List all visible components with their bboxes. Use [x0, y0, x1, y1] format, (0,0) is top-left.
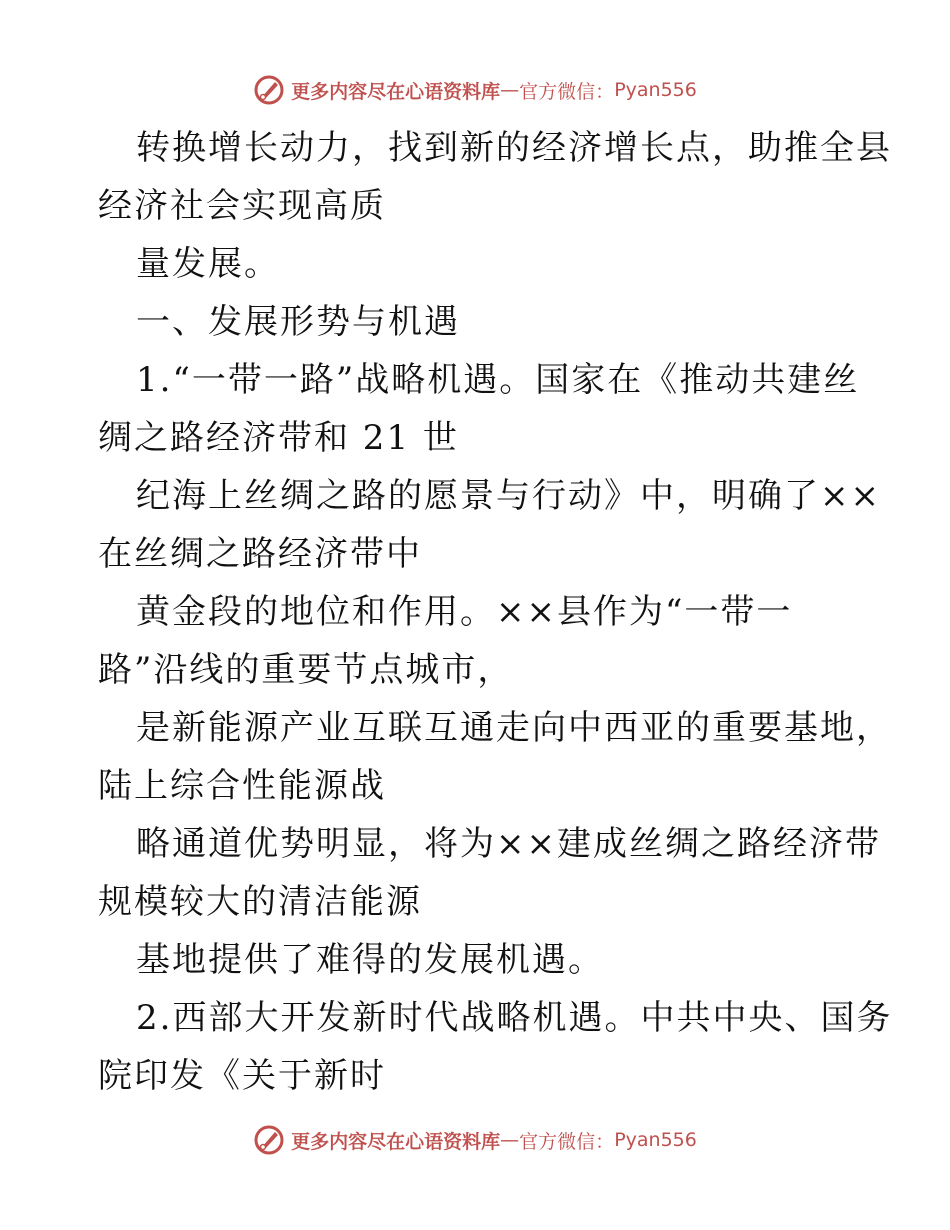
section-heading: 一、发展形势与机遇 — [136, 302, 460, 342]
text-line: 经济社会实现高质 — [98, 186, 386, 226]
text-line: 在丝绸之路经济带中 — [98, 534, 422, 574]
pen-logo-icon — [253, 1124, 285, 1156]
text-line: 陆上综合性能源战 — [98, 766, 386, 806]
watermark-main-text: 更多内容尽在心语资料库 — [291, 1130, 501, 1153]
text-line: 是新能源产业互联互通走向中西亚的重要基地， — [136, 708, 892, 748]
watermark-separator: — — [500, 79, 520, 101]
text-line: 1.“一带一路”战略机遇。国家在《推动共建丝 — [136, 360, 860, 400]
text-line: 纪海上丝绸之路的愿景与行动》中，明确了×× — [136, 476, 881, 516]
text-line: 略通道优势明显，将为××建成丝绸之路经济带 — [136, 824, 881, 864]
text-line: 2.西部大开发新时代战略机遇。中共中央、国务 — [136, 998, 893, 1038]
pen-logo-icon — [253, 74, 285, 106]
text-line: 规模较大的清洁能源 — [98, 882, 422, 922]
text-line: 绸之路经济带和 21 世 — [98, 418, 459, 458]
text-line: 路”沿线的重要节点城市， — [98, 650, 514, 690]
footer-watermark — [0, 1120, 950, 1160]
watermark-main-text: 更多内容尽在心语资料库 — [291, 80, 501, 103]
watermark-wechat-id: Pyan556 — [614, 79, 697, 101]
watermark-separator: — — [500, 1129, 520, 1151]
watermark-wechat-label: 官方微信： — [519, 1130, 615, 1153]
text-line: 院印发《关于新时 — [98, 1056, 386, 1096]
header-watermark — [0, 70, 950, 110]
text-line: 基地提供了难得的发展机遇。 — [136, 940, 604, 980]
watermark-wechat-label: 官方微信： — [519, 80, 615, 103]
watermark-wechat-id: Pyan556 — [614, 1129, 697, 1151]
text-line: 量发展。 — [136, 244, 280, 284]
text-line: 黄金段的地位和作用。××县作为“一带一 — [136, 592, 793, 632]
text-line: 转换增长动力，找到新的经济增长点，助推全县 — [136, 128, 892, 168]
